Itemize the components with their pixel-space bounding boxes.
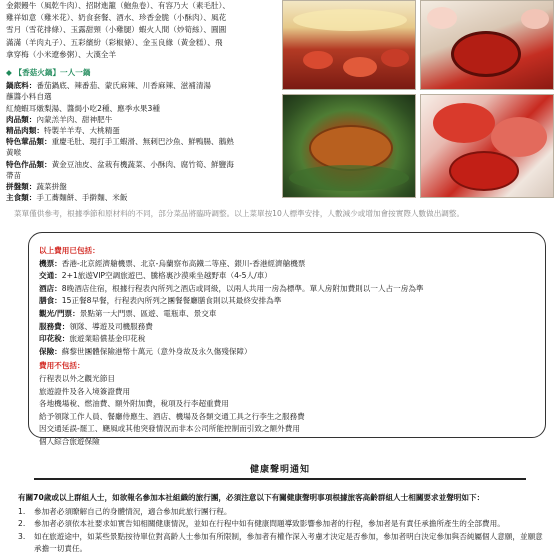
menu-row: 特色葷品類：重慶毛肚、現打手工蝦滑、無刺巴沙魚、鮮鴨腸、鵝熟 — [6, 137, 234, 147]
fee-box — [28, 232, 546, 446]
menu-row: 特色作品類：黃金豆油皮、盆栽有機蔬菜、小酥肉、腐竹筍、鮮鹽海 — [6, 159, 234, 169]
health-list — [18, 506, 546, 556]
menu-row: 紅燒蝦耳燉梨湯、醬焗小吃2種、應季水果3種 — [6, 103, 160, 113]
fee-included-title: 以上費用已包括： — [39, 246, 100, 255]
fee-included-row: 酒店：8晚酒店住宿，根據行程表內所列之酒店或同級，以兩人共用一房為標準。單人房附加費則以一人占一房為準 — [39, 283, 424, 293]
menu-row: 肉品類：內蒙羔羊肉、甜神肥牛 — [6, 114, 113, 124]
plate-shape — [427, 7, 457, 29]
menu-intro-line: 拿穿梅（小米遼參粥）、大漢全羊 — [6, 49, 117, 59]
pot-shape — [449, 151, 519, 191]
fee-included-row: 服務費：領隊、導遊及司機服務費 — [39, 321, 153, 331]
meat-platter-photo — [420, 94, 554, 198]
meat-plate-shape — [433, 103, 495, 143]
menu-intro-line: 滿滿（羊肉丸子）、五彩繽紛（彩椒條）、金玉良緣（黃金糕）、飛 — [6, 37, 223, 47]
health-item: 3. 如在旅遊途中，如某些景點按待單位對高齡人士參加有所限制，參加者有權作深入考慮才決定是否參加，參加者明白決定參加與否純屬個人意願，並願意承擔一切責任。 — [18, 531, 543, 554]
health-item: 2. 參加者必須依本社要求如實告知相關健康情況，並如在行程中如有健康問題導致影響參加者的行程，參加者是有責任承擔所產生的全部費用。 — [18, 519, 505, 529]
fee-included-row: 膳食：15正餐8早餐，行程表內所列之團餐餐廳膳食則以其最終安排為準 — [39, 296, 282, 306]
menu-section — [0, 0, 560, 203]
banquet-hall-photo — [282, 0, 416, 90]
fee-excluded-row: 行程表以外之觀光節目 — [39, 373, 115, 383]
menu-rows — [6, 80, 278, 203]
menu-intro-line: 雞祥如意（雞米花）、奶食套餐、酒水、珍香金脆（小酥肉）、風花 — [6, 13, 227, 23]
menu-row: 帶苗 — [6, 170, 22, 180]
divider — [34, 478, 526, 480]
fee-excluded-row: 因交通延誤-罷工、颶風或其他突發情況而非本公司所能控制而引致之額外費用 — [39, 424, 300, 434]
menu-text — [6, 0, 278, 203]
fee-included-row: 機票：香港-北京經濟艙機票、北京-烏蘭察布高鐵二等座、銀川-香港經濟艙機票 — [39, 258, 306, 268]
menu-notice: 菜單僅供參考，根據季節和原材料的不同，部分菜品將臨時調整。以上菜單按10人標準安排，人數減少或增加會按實際人數做出調整。 — [14, 209, 465, 218]
health-notice-title: 健康聲明通知 — [249, 465, 310, 475]
menu-row: 主食類：手工蕎麵餅、手擀麵、米飯 — [6, 193, 128, 203]
meat-plate-shape — [491, 117, 547, 157]
fee-included-row: 觀光/門票：景點第一大門票、區遊、電瓶車、景交車 — [39, 308, 217, 318]
menu-row: 拼盤類：蔬菜拼盤 — [6, 182, 67, 192]
fee-included-row: 交通：2+1旅遊VIP空調旅遊巴、騰格裏沙漠乘坐越野車（4-5人/車） — [39, 271, 272, 281]
menu-row: 黃喉 — [6, 148, 22, 158]
fee-excluded-row: 各地機場稅、燃油費、額外附加費，稅項及行李超重費用 — [39, 399, 229, 409]
menu-section-heading: ◆ 【香菇火鍋】一人一鍋 — [6, 68, 91, 78]
menu-intro-line: 金銀饅牛（風乾牛肉）、招財進籠（鮑魚卷）、有容乃大（素毛肚）、 — [6, 1, 231, 10]
diamond-bullet-icon: ◆ — [6, 68, 15, 78]
pot-shape — [451, 31, 521, 77]
fee-excluded-row: 給予領隊工作人員、餐廳侍應生、酒店、機場及各類交通工具之行李生之服務費 — [39, 411, 305, 421]
menu-row: 鍋底料：番茄鍋底、辣番茄、蒙氏麻辣、川香麻辣、滋補清湯 — [6, 81, 212, 91]
plate-shape — [521, 9, 549, 29]
chandelier-shape — [293, 9, 407, 31]
fee-excluded-title: 費用不包括： — [39, 361, 85, 371]
health-item: 1. 參加者必須瞭解自己的身體情況，適合參加此旅行團行程。 — [18, 507, 232, 516]
menu-row: 精品肉類：特製羊羊寿、大桃精蛋 — [6, 126, 120, 136]
menu-intro — [6, 0, 278, 60]
photo-grid — [282, 0, 554, 200]
fee-included-row: 印花稅：旅遊業賠償基金印花稅 — [39, 334, 146, 344]
fee-excluded-row: 旅遊證件及各入境簽證費用 — [39, 386, 131, 396]
menu-intro-line: 雪月（雪花排條）、玉露甜頸（小雞腿）蝦火人間（炒筍絲）、圓圓 — [6, 25, 227, 35]
table-shape — [343, 57, 377, 77]
greens-shape — [289, 165, 409, 191]
table-shape — [381, 49, 409, 67]
hotpot-photo — [420, 0, 554, 90]
fee-included-row: 保險：蘇黎世團體保險港幣十萬元（意外身故及永久傷殘保障） — [39, 346, 252, 356]
table-shape — [303, 51, 333, 69]
fee-excluded-row: 個人綜合旅遊保險 — [39, 436, 100, 446]
menu-row: 蘸醬小料自選 — [6, 92, 52, 102]
roast-lamb-photo — [282, 94, 416, 198]
health-intro: 有關70歲或以上群組人士，如欲報名參加本社組織的旅行團，必須注意以下有關健康聲明事項根據旅客高齡群組人士相關要求並聲明如下： — [18, 493, 485, 502]
